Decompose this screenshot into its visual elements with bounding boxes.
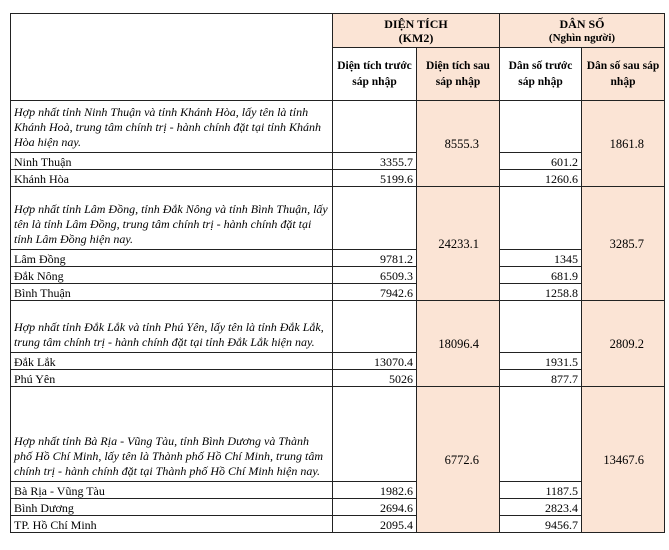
population-before-header: Dân số trước sáp nhập bbox=[500, 48, 582, 101]
area-before-value: 7942.6 bbox=[333, 284, 417, 301]
population-before-blank bbox=[500, 387, 582, 482]
table-row bbox=[11, 170, 665, 187]
province-name: Đắk Lắk bbox=[11, 353, 333, 370]
population-unit: (Nghìn người) bbox=[548, 31, 616, 44]
corner-cell bbox=[11, 14, 333, 101]
population-after-value: 3285.7 bbox=[582, 187, 665, 301]
population-after-value: 1861.8 bbox=[582, 101, 665, 187]
population-before-value: 2823.4 bbox=[500, 499, 582, 516]
area-before-header: Diện tích trước sáp nhập bbox=[333, 48, 417, 101]
area-after-value: 8555.3 bbox=[417, 101, 500, 187]
population-before-value: 9456.7 bbox=[500, 516, 582, 533]
area-before-value: 9781.2 bbox=[333, 250, 417, 267]
province-name: Bình Thuận bbox=[11, 284, 333, 301]
province-name: Bà Rịa - Vũng Tàu bbox=[11, 482, 333, 499]
table-row bbox=[11, 284, 665, 301]
population-after-value: 13467.6 bbox=[582, 387, 665, 533]
area-after-value: 6772.6 bbox=[417, 387, 500, 533]
population-before-value: 1931.5 bbox=[500, 353, 582, 370]
area-before-value: 6509.3 bbox=[333, 267, 417, 284]
population-before-blank bbox=[500, 301, 582, 353]
population-header bbox=[500, 14, 665, 48]
table-row bbox=[11, 153, 665, 170]
table-row bbox=[11, 499, 665, 516]
group-description-row bbox=[11, 301, 665, 353]
population-after-header: Dân số sau sáp nhập bbox=[582, 48, 665, 101]
group-description-row bbox=[11, 187, 665, 250]
area-before-value: 1982.6 bbox=[333, 482, 417, 499]
area-before-value: 13070.4 bbox=[333, 353, 417, 370]
population-before-value: 1260.6 bbox=[500, 170, 582, 187]
population-before-value: 1258.8 bbox=[500, 284, 582, 301]
group-description-row bbox=[11, 387, 665, 482]
province-name: Ninh Thuận bbox=[11, 153, 333, 170]
population-before-blank bbox=[500, 187, 582, 250]
area-before-blank bbox=[333, 301, 417, 353]
province-name: Phú Yên bbox=[11, 370, 333, 387]
area-before-value: 5199.6 bbox=[333, 170, 417, 187]
area-before-value: 2095.4 bbox=[333, 516, 417, 533]
area-title: DIỆN TÍCH bbox=[384, 16, 448, 31]
area-after-value: 18096.4 bbox=[417, 301, 500, 387]
table-row bbox=[11, 516, 665, 533]
area-before-value: 5026 bbox=[333, 370, 417, 387]
population-before-value: 1345 bbox=[500, 250, 582, 267]
area-unit: (KM2) bbox=[398, 30, 434, 45]
population-before-value: 1187.5 bbox=[500, 482, 582, 499]
table-row bbox=[11, 267, 665, 284]
table-row bbox=[11, 370, 665, 387]
area-after-header: Diện tích sau sáp nhập bbox=[417, 48, 500, 101]
area-before-value: 2694.6 bbox=[333, 499, 417, 516]
population-after-value: 2809.2 bbox=[582, 301, 665, 387]
area-before-blank bbox=[333, 101, 417, 153]
merger-description: Hợp nhất tỉnh Bà Rịa - Vũng Tàu, tỉnh Bình Dương và Thành phố Hồ Chí Minh, lấy tên là Thành phố Hồ Chí Minh, trung tâm chính trị - hành chính đặt tại Thành phố Hồ Chí Minh hiện nay. bbox=[11, 387, 333, 482]
province-name: Lâm Đồng bbox=[11, 250, 333, 267]
area-before-blank bbox=[333, 387, 417, 482]
population-before-value: 681.9 bbox=[500, 267, 582, 284]
province-name: Đắk Nông bbox=[11, 267, 333, 284]
province-name: Khánh Hòa bbox=[11, 170, 333, 187]
merger-description: Hợp nhất tỉnh Lâm Đồng, tỉnh Đắk Nông và tỉnh Bình Thuận, lấy tên là tỉnh Lâm Đồng, trung tâm chính trị - hành chính đặt tại tỉnh Lâm Đồng hiện nay. bbox=[11, 187, 333, 250]
area-before-value: 3355.7 bbox=[333, 153, 417, 170]
population-before-value: 601.2 bbox=[500, 153, 582, 170]
merger-table bbox=[10, 13, 665, 533]
population-before-value: 877.7 bbox=[500, 370, 582, 387]
population-before-blank bbox=[500, 101, 582, 153]
table-row bbox=[11, 250, 665, 267]
group-description-row bbox=[11, 101, 665, 153]
population-title: DÂN SỐ bbox=[559, 16, 605, 31]
merger-description: Hợp nhất tỉnh Ninh Thuận và tỉnh Khánh Hòa, lấy tên là tỉnh Khánh Hoà, trung tâm chính trị - hành chính đặt tại tỉnh Khánh Hòa hiện nay. bbox=[11, 101, 333, 153]
area-before-blank bbox=[333, 187, 417, 250]
province-name: Bình Dương bbox=[11, 499, 333, 516]
table-row bbox=[11, 353, 665, 370]
merger-description: Hợp nhất tỉnh Đắk Lắk và tỉnh Phú Yên, lấy tên là tỉnh Đắk Lắk, trung tâm chính trị - hành chính đặt tại tỉnh Đắk Lắk hiện nay. bbox=[11, 301, 333, 353]
area-header bbox=[333, 14, 500, 48]
province-name: TP. Hồ Chí Minh bbox=[11, 516, 333, 533]
table-row bbox=[11, 482, 665, 499]
area-after-value: 24233.1 bbox=[417, 187, 500, 301]
